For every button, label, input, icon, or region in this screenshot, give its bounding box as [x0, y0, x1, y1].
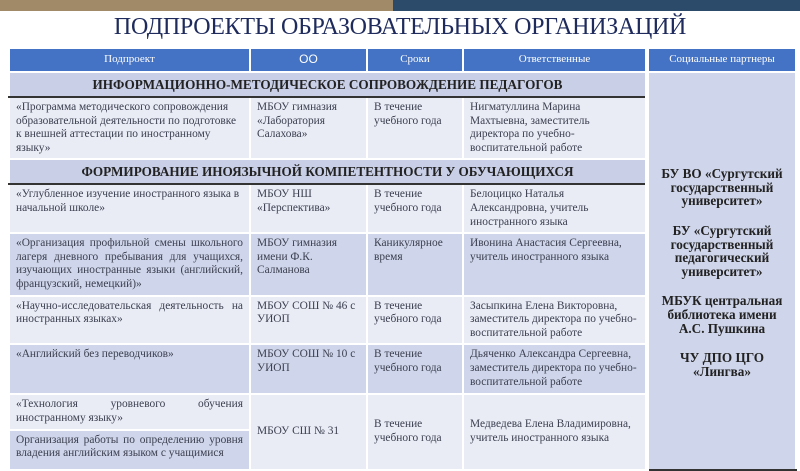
col-header-partners: Социальные партнеры	[647, 48, 796, 72]
partner: МБУК центральная библиотека имени А.С. Пушкина	[661, 293, 783, 336]
partner: БУ «Сургутский государственный педагогический университет»	[670, 222, 774, 279]
section-title: ИНФОРМАЦИОННО-МЕТОДИЧЕСКОЕ СОПРОВОЖДЕНИЕ ПЕДАГОГОВ	[9, 72, 647, 97]
project-cell: Организация работы по определению уровня владения английским языком с учащимися	[9, 430, 250, 470]
responsible-cell: Медведева Елена Владимировна, учитель иностранного языка	[463, 394, 647, 469]
term-cell: В течение учебного года	[367, 394, 463, 469]
responsible-cell: Ивонина Анастасия Сергеевна, учитель иностранного языка	[463, 233, 647, 295]
responsible-cell: Дьяченко Александра Сергеевна, заместитель директора по учебно-воспитательной работе	[463, 344, 647, 394]
col-header-term: Сроки	[367, 48, 463, 72]
term-cell: В течение учебного года	[367, 296, 463, 345]
org-cell: МБОУ гимназия имени Ф.К. Салманова	[250, 233, 367, 295]
section-title: ФОРМИРОВАНИЕ ИНОЯЗЫЧНОЙ КОМПЕТЕНТНОСТИ У ОБУЧАЮЩИХСЯ	[9, 159, 647, 184]
project-cell: «Технология уровневого обучения иностранному языку»	[9, 394, 250, 429]
org-cell: МБОУ СШ № 31	[250, 394, 367, 469]
partner: ЧУ ДПО ЦГО «Лингва»	[679, 350, 765, 379]
col-header-org: ОО	[250, 48, 367, 72]
subprojects-table	[8, 47, 797, 471]
partners-cell	[647, 72, 796, 470]
responsible-cell: Белоцицко Наталья Александровна, учитель иностранного языка	[463, 184, 647, 233]
project-cell: «Научно-исследовательская деятельность на иностранных языках»	[9, 296, 250, 345]
org-cell: МБОУ гимназия «Лаборатория Салахова»	[250, 97, 367, 159]
table-header	[9, 48, 796, 72]
project-cell: «Организация профильной смены школьного лагеря дневного пребывания для учащихся, изучающих иностранные языки (английский, французский, немецкий)»	[9, 233, 250, 295]
page-title: ПОДПРОЕКТЫ ОБРАЗОВАТЕЛЬНЫХ ОРГАНИЗАЦИЙ	[113, 14, 687, 40]
responsible-cell: Нигматуллина Марина Махтыевна, заместитель директора по учебно-воспитательной работе	[463, 97, 647, 159]
term-cell: Каникулярное время	[367, 233, 463, 295]
term-cell: В течение учебного года	[367, 344, 463, 394]
col-header-project: Подпроект	[9, 48, 250, 72]
header-band-left	[0, 0, 393, 11]
project-cell: «Английский без переводчиков»	[9, 344, 250, 394]
project-cell: «Углубленное изучение иностранного языка в начальной школе»	[9, 184, 250, 233]
term-cell: В течение учебного года	[367, 97, 463, 159]
org-cell: МБОУ НШ «Перспектива»	[250, 184, 367, 233]
partner: БУ ВО «Сургутский государственный университет»	[661, 166, 783, 209]
col-header-responsible: Ответственные	[463, 48, 647, 72]
project-cell: «Программа методического сопровождения образовательной деятельности по подготовке к внешней аттестации по иностранному языку»	[9, 97, 250, 159]
responsible-cell: Засыпкина Елена Викторовна, заместитель директора по учебно-воспитательной работе	[463, 296, 647, 345]
header-band-right	[393, 0, 800, 11]
org-cell: МБОУ СОШ № 10 с УИОП	[250, 344, 367, 394]
section-row	[9, 72, 796, 97]
term-cell: В течение учебного года	[367, 184, 463, 233]
org-cell: МБОУ СОШ № 46 с УИОП	[250, 296, 367, 345]
